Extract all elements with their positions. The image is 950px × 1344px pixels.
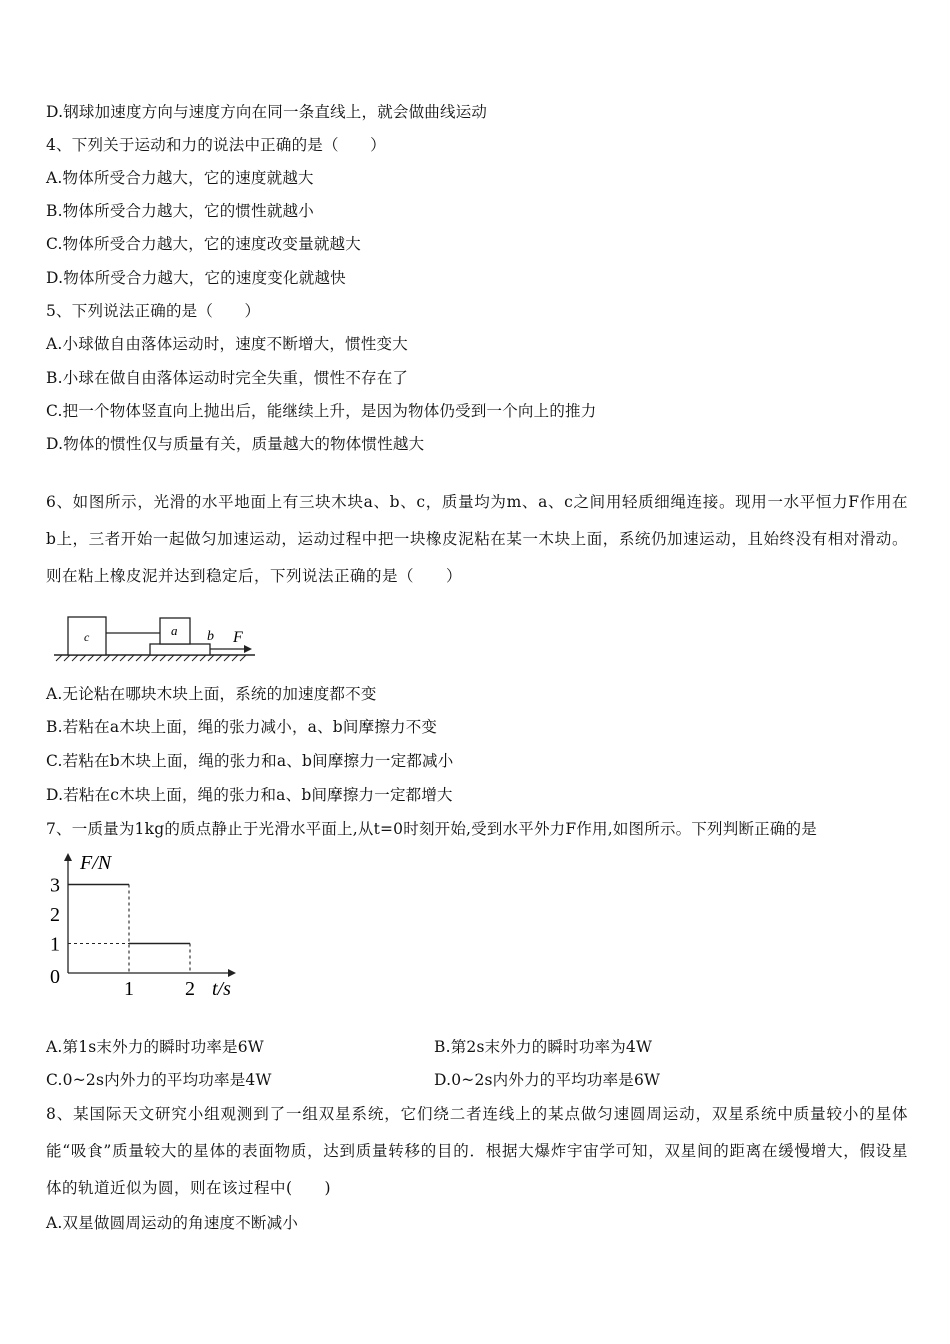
force-arrow-head bbox=[244, 645, 252, 653]
q7-force-time-chart bbox=[40, 845, 250, 1005]
y-tick-label: 2 bbox=[50, 904, 60, 926]
q7-option-b: B.第2s末外力的瞬时功率为4W bbox=[434, 1038, 653, 1056]
block-b bbox=[150, 644, 210, 655]
q7-option-d: D.0~2s内外力的平均功率是6W bbox=[434, 1071, 661, 1089]
q5-option-a: A.小球做自由落体运动时，速度不断增大，惯性变大 bbox=[46, 335, 408, 353]
q7-stem: 7、一质量为1kg的质点静止于光滑水平面上,从t=0时刻开始,受到水平外力F作用,如图所示。下列判断正确的是 bbox=[46, 820, 817, 838]
q7-option-a: A.第1s末外力的瞬时功率是6W bbox=[46, 1038, 264, 1056]
q6-blocks-figure bbox=[50, 605, 260, 665]
block-b-label: b bbox=[207, 629, 214, 644]
q4-option-b: B.物体所受合力越大，它的惯性就越小 bbox=[46, 202, 314, 220]
y-axis-label: F/N bbox=[80, 852, 112, 874]
q4-stem: 4、下列关于运动和力的说法中正确的是（ ） bbox=[46, 136, 386, 154]
q6-option-d: D.若粘在c木块上面，绳的张力和a、b间摩擦力一定都增大 bbox=[46, 786, 453, 804]
y-tick-label: 1 bbox=[50, 933, 60, 956]
q6-option-a: A.无论粘在哪块木块上面，系统的加速度都不变 bbox=[46, 685, 377, 703]
q8-option-a: A.双星做圆周运动的角速度不断减小 bbox=[46, 1214, 299, 1232]
q4-option-a: A.物体所受合力越大，它的速度就越大 bbox=[46, 169, 314, 187]
x-tick-label: 2 bbox=[185, 978, 195, 1000]
y-axis-arrow bbox=[64, 853, 72, 861]
force-label: F bbox=[233, 629, 243, 646]
q5-stem: 5、下列说法正确的是（ ） bbox=[46, 302, 261, 320]
q3-option-d: D.钢球加速度方向与速度方向在同一条直线上，就会做曲线运动 bbox=[46, 103, 488, 121]
q5-option-c: C.把一个物体竖直向上抛出后，能继续上升，是因为物体仍受到一个向上的推力 bbox=[46, 402, 597, 420]
x-tick-label: 1 bbox=[124, 978, 134, 1000]
x-axis-label: t/s bbox=[212, 978, 231, 1000]
q5-option-d: D.物体的惯性仅与质量有关，质量越大的物体惯性越大 bbox=[46, 435, 425, 453]
q6-option-b: B.若粘在a木块上面，绳的张力减小，a、b间摩擦力不变 bbox=[46, 718, 438, 736]
q6-option-c: C.若粘在b木块上面，绳的张力和a、b间摩擦力一定都减小 bbox=[46, 752, 454, 770]
block-c-label: c bbox=[84, 630, 90, 644]
x-axis-arrow bbox=[228, 969, 236, 977]
q5-option-b: B.小球在做自由落体运动时完全失重，惯性不存在了 bbox=[46, 369, 409, 387]
q7-option-c: C.0~2s内外力的平均功率是4W bbox=[46, 1071, 272, 1089]
ground-hatching bbox=[56, 655, 246, 661]
block-a-label: a bbox=[171, 623, 178, 638]
origin-label: 0 bbox=[50, 966, 60, 988]
q4-option-d: D.物体所受合力越大，它的速度变化就越快 bbox=[46, 269, 346, 287]
y-tick-label: 3 bbox=[50, 874, 60, 897]
q6-stem: 6、如图所示，光滑的水平地面上有三块木块a、b、c，质量均为m、a、c之间用轻质细绳连接。现用一水平恒力F作用在b上，三者开始一起做匀加速运动，运动过程中把一块橡皮泥粘在某一木块上面，系统仍加速运动，且始终没有相对滑动。则在粘上橡皮泥并达到稳定后，下列说法正确的是（ ） bbox=[46, 493, 908, 585]
q4-option-c: C.物体所受合力越大，它的速度改变量就越大 bbox=[46, 235, 361, 253]
q8-stem: 8、某国际天文研究小组观测到了一组双星系统，它们绕二者连线上的某点做匀速圆周运动，双星系统中质量较小的星体能“吸食”质量较大的星体的表面物质，达到质量转移的目的．根据大爆炸宇宙学可知，双星间的距离在缓慢增大，假设星体的轨道近似为圆，则在该过程中( ) bbox=[46, 1105, 908, 1197]
